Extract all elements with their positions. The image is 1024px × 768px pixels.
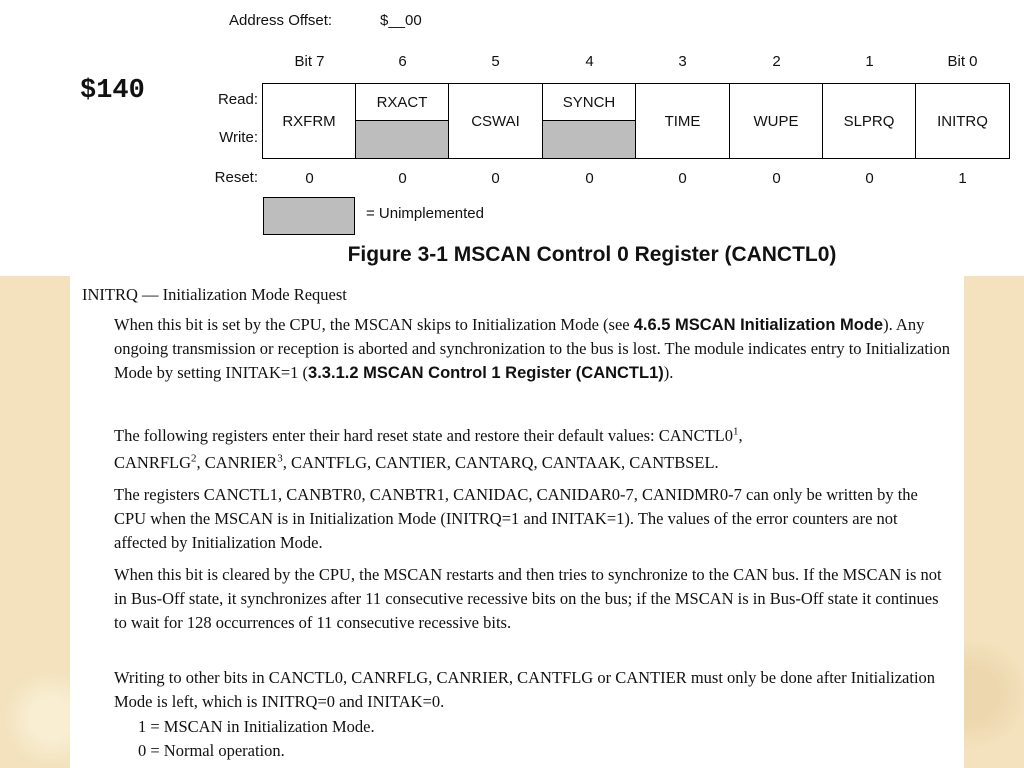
text-run: The following registers enter their hard reset state and restore their default values: CANCTL0 <box>114 426 733 445</box>
text-run: ). Any ongoing transmission or reception is aborted and synchronization to the bus is lost. The module indicates entry to Initialization Mode by setting INITAK=1 ( <box>114 315 950 382</box>
text-run: When this bit is set by the CPU, the MSCAN skips to Initialization Mode (see <box>114 315 634 334</box>
footnote-marker: 1 <box>733 425 739 438</box>
bit-name: RXACT <box>356 84 448 121</box>
reset-value: 0 <box>398 170 407 187</box>
reset-value: 0 <box>305 170 314 187</box>
bit-name: CSWAI <box>471 112 520 130</box>
reset-value: 0 <box>772 170 781 187</box>
address-offset-value: $__00 <box>380 12 422 29</box>
bit-cell-cswai <box>449 84 543 158</box>
text-run: CANRFLG <box>114 453 192 472</box>
bit-header: 5 <box>491 53 500 70</box>
value-description-0: 0 = Normal operation. <box>138 741 285 760</box>
text-run: , CANTFLG, CANTIER, CANTARQ, CANTAAK, CANTBSEL. <box>282 453 719 472</box>
paragraph-clear-bit: When this bit is cleared by the CPU, the MSCAN restarts and then tries to synchronize to the CAN bus. If the MSCAN is not in Bus-Off state, it synchronizes after 11 consecutive recessive bits on the bus; if the MSCAN is in Bus-Off state it continues to wait for 128 occurrences of 11 consecutive recessive bits. <box>114 565 942 632</box>
unimplemented-write-area <box>543 121 635 158</box>
bit-header: 2 <box>772 53 781 70</box>
write-row-label: Write: <box>219 129 258 146</box>
value-description-1: 1 = MSCAN in Initialization Mode. <box>138 717 375 736</box>
bit-header: 4 <box>585 53 594 70</box>
text-run: ). <box>663 363 674 382</box>
text-run: , <box>738 426 743 445</box>
unimplemented-legend-swatch <box>263 197 355 235</box>
unimplemented-legend-text: = Unimplemented <box>366 205 484 222</box>
paragraph-initialization-mode <box>114 313 950 385</box>
bit-name: SYNCH <box>543 84 635 121</box>
reset-value: 0 <box>865 170 874 187</box>
address-offset-label: Address Offset: <box>229 12 333 29</box>
bit-header: Bit 0 <box>947 53 978 70</box>
footnote-marker: 2 <box>191 452 197 465</box>
bit-name: WUPE <box>753 112 799 130</box>
register-address: $140 <box>80 76 145 106</box>
footnote-marker: 3 <box>277 452 283 465</box>
figure-caption: Figure 3-1 MSCAN Control 0 Register (CANCTL0) <box>347 243 837 266</box>
paragraph-other-bits: Writing to other bits in CANCTL0, CANRFLG, CANRIER, CANTFLG or CANTIER must only be done after Initialization Mode is left, which is INITRQ=0 and INITAK=0. <box>114 668 936 711</box>
bit-cell-synch <box>543 84 636 158</box>
reset-value: 0 <box>585 170 594 187</box>
bit-name: RXFRM <box>282 112 336 130</box>
bit-cell-rxfrm <box>263 84 356 158</box>
bit-cell-initrq <box>916 84 1009 158</box>
paragraph-reset-registers <box>114 422 950 476</box>
text-run: , CANRIER <box>196 453 278 472</box>
bit-name: TIME <box>664 112 701 130</box>
bit-header: 6 <box>398 53 407 70</box>
register-bit-table <box>262 83 1010 159</box>
section-reference: 4.6.5 MSCAN Initialization Mode <box>633 316 884 334</box>
bit-name: INITRQ <box>937 112 988 130</box>
bit-name: SLPRQ <box>843 112 895 130</box>
bit-header: 1 <box>865 53 874 70</box>
reset-value: 0 <box>491 170 500 187</box>
bit-header: Bit 7 <box>294 53 325 70</box>
paragraph-write-restrictions: The registers CANCTL1, CANBTR0, CANBTR1, CANIDAC, CANIDAR0-7, CANIDMR0-7 can only be written by the CPU when the MSCAN is in Initialization Mode (INITRQ=1 and INITAK=1). The values of the error counters are not affected by Initialization Mode. <box>114 485 918 552</box>
bit-header: 3 <box>678 53 687 70</box>
bit-cell-slprq <box>823 84 916 158</box>
bit-cell-rxact <box>356 84 449 158</box>
section-reference: 3.3.1.2 MSCAN Control 1 Register (CANCTL1) <box>308 364 664 382</box>
reset-value: 1 <box>958 170 967 187</box>
reset-row-label: Reset: <box>214 169 258 186</box>
bit-cell-time <box>636 84 730 158</box>
unimplemented-write-area <box>356 121 448 158</box>
field-heading: INITRQ — Initialization Mode Request <box>82 285 347 304</box>
reset-value: 0 <box>678 170 687 187</box>
read-row-label: Read: <box>217 91 258 108</box>
bit-cell-wupe <box>730 84 823 158</box>
